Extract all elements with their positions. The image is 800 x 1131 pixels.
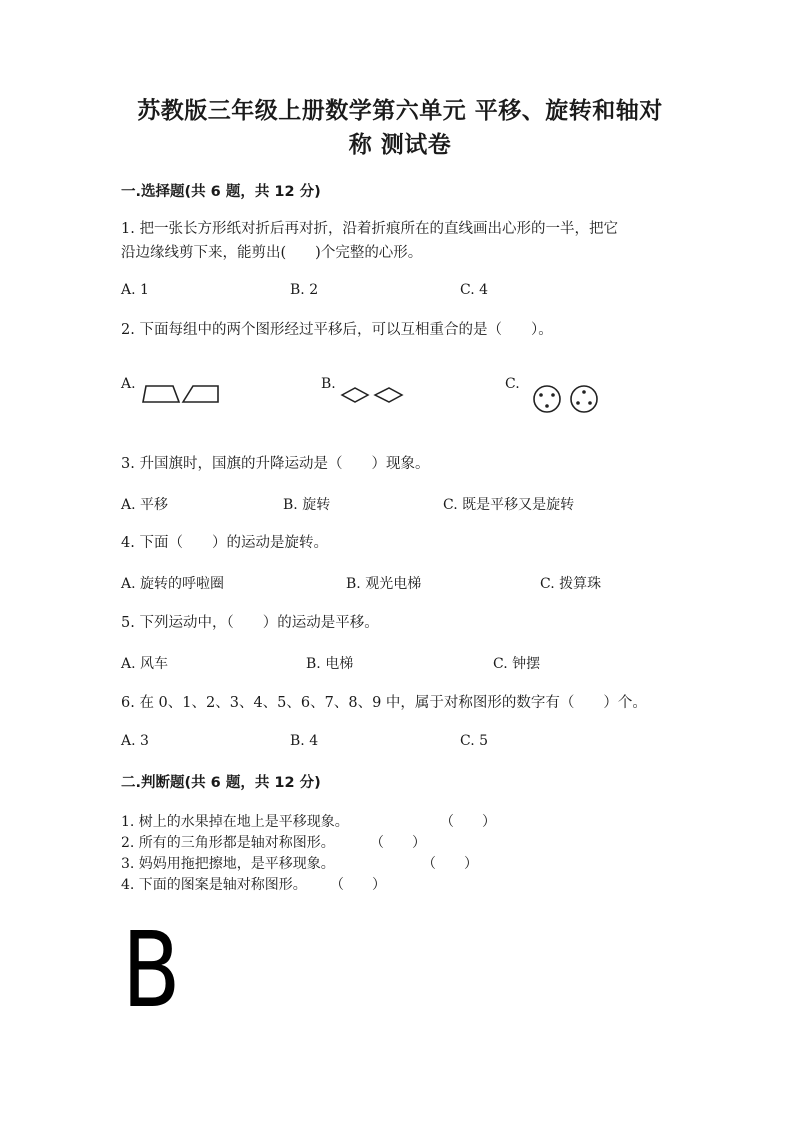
question-2-text: 2. 下面每组中的两个图形经过平移后，可以互相重合的是（ ）。 [121, 322, 553, 338]
question-3-text: 3. 升国旗时，国旗的升降运动是（ ）现象。 [121, 456, 430, 472]
judge-1-text: 1. 树上的水果掉在地上是平移现象。 [121, 814, 349, 830]
question-2-option-b: B. [321, 376, 336, 392]
question-1-option-a: A. 1 [121, 282, 149, 298]
question-2-option-c: C. [505, 376, 520, 392]
section-heading-judge: 二.判断题(共 6 题，共 12 分) [121, 775, 321, 791]
question-5-text: 5. 下列运动中，（ ）的运动是平移。 [121, 615, 379, 631]
trapezoid-pair-figure [140, 382, 222, 406]
question-5-option-b: B. 电梯 [306, 656, 354, 672]
question-1-option-c: C. 4 [460, 282, 489, 298]
judge-2-text: 2. 所有的三角形都是轴对称图形。 [121, 835, 335, 851]
question-6-option-c: C. 5 [460, 733, 489, 749]
question-1-line-1: 1. 把一张长方形纸对折后再对折，沿着折痕所在的直线画出心形的一半，把它 [121, 221, 618, 237]
question-5-option-c: C. 钟摆 [493, 656, 541, 672]
dotted-circle-pair-figure [530, 386, 605, 414]
question-1-option-b: B. 2 [290, 282, 319, 298]
question-3-option-b: B. 旋转 [283, 497, 331, 513]
judge-3-text: 3. 妈妈用拖把擦地，是平移现象。 [121, 856, 335, 872]
question-6-option-a: A. 3 [121, 733, 149, 749]
title-line-2: 称 测试卷 [348, 132, 452, 158]
question-2-option-a: A. [121, 376, 136, 392]
question-3-option-a: A. 平移 [121, 497, 169, 513]
question-1-line-2: 沿边缘线剪下来，能剪出( )个完整的心形。 [121, 245, 423, 261]
question-4-text: 4. 下面（ ）的运动是旋转。 [121, 535, 328, 551]
question-4-option-c: C. 拨算珠 [540, 576, 602, 592]
section-heading-choice: 一.选择题(共 6 题，共 12 分) [121, 184, 321, 200]
judge-4-blank: （ ） [330, 877, 386, 893]
judge-4-text: 4. 下面的图案是轴对称图形。 [121, 877, 307, 893]
title-line-1: 苏教版三年级上册数学第六单元 平移、旋转和轴对 [137, 98, 663, 124]
judge-1-blank: （ ） [440, 814, 496, 830]
question-6-text: 6. 在 0、1、2、3、4、5、6、7、8、9 中，属于对称图形的数字有（ ）个。 [121, 695, 647, 711]
question-3-option-c: C. 既是平移又是旋转 [443, 497, 575, 513]
page-title [90, 94, 710, 162]
judge-3-blank: （ ） [422, 856, 478, 872]
letter-b-figure: B [122, 909, 181, 1031]
judge-2-blank: （ ） [370, 835, 426, 851]
question-5-option-a: A. 风车 [121, 656, 169, 672]
question-4-option-b: B. 观光电梯 [346, 576, 422, 592]
rhombus-pair-figure [340, 386, 406, 404]
question-4-option-a: A. 旋转的呼啦圈 [121, 576, 225, 592]
question-6-option-b: B. 4 [290, 733, 319, 749]
